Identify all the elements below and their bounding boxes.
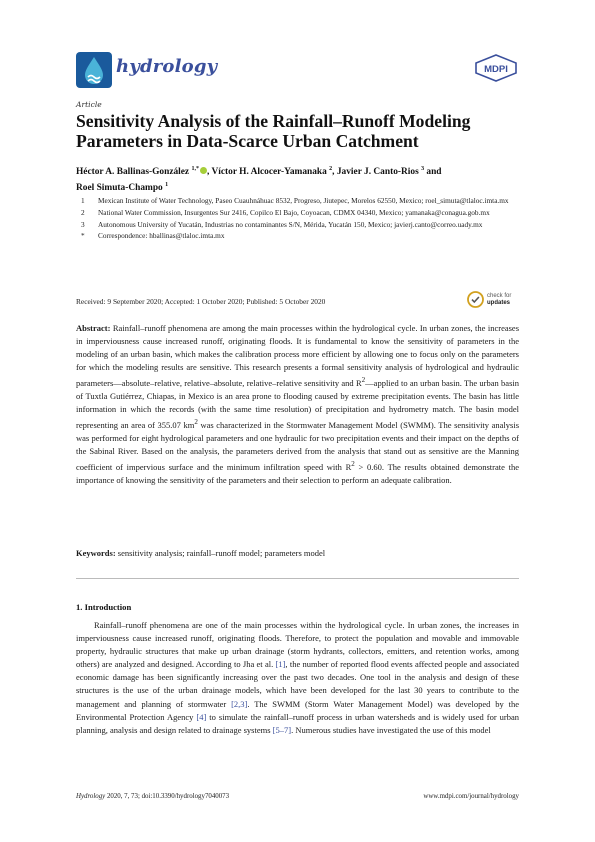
mdpi-logo-text: MDPI — [484, 64, 508, 75]
affiliation-text: Correspondence: hballinas@tlaloc.imta.mx — [98, 231, 225, 241]
body-paragraph — [76, 619, 519, 737]
citation-link[interactable]: [4] — [196, 711, 207, 722]
footer-url[interactable]: www.mdpi.com/journal/hydrology — [423, 793, 519, 800]
affiliations — [76, 196, 526, 243]
abstract — [76, 322, 519, 487]
body-text: . The SWMM (Storm Water Management Model) was developed by the Environmental Protection Agency — [76, 698, 519, 722]
affiliation-number: 2 — [81, 207, 85, 217]
journal-name: hydrology — [116, 56, 218, 77]
check-for-updates-button[interactable] — [467, 290, 519, 310]
author-name[interactable]: Roel Simuta-Champo — [76, 183, 163, 194]
author-name[interactable]: Javier J. Canto-Rios — [336, 167, 419, 178]
author-affil-sup: 1 — [165, 182, 169, 189]
check-updates-line2: updates — [487, 300, 511, 306]
check-updates-label — [487, 293, 511, 307]
citation-link[interactable]: [1] — [275, 659, 286, 670]
keywords-text: sensitivity analysis; rainfall–runoff model; parameters model — [117, 548, 326, 558]
keywords — [76, 548, 519, 558]
abstract-text: —applied to an urban basin. The urban basin of Tuxtla Gutiérrez, Chiapas, in Mexico is an area prone to flooding caused by extreme precipitation events. The basin has little information in which the records (with the same time resolution) of precipitation and hydrometry match. The basin model representing an area of 355.07 km — [76, 378, 519, 430]
author-affil-sup: 1,* — [191, 166, 199, 172]
abstract-text: > 0.60. The results obtained demonstrate the importance of knowing the sensitivity of the parameters and their selection to perform an adequate calibration. — [76, 461, 519, 485]
abstract-superscript: 2 — [351, 460, 355, 469]
affiliation-text: Autonomous University of Yucatán, Industrias no contaminantes S/N, Mérida, Yucatán 150, Mexico; javierj.canto@correo.uady.mx — [98, 219, 483, 229]
keywords-label: Keywords: — [76, 548, 116, 558]
body-text: , the number of reported flood events affected people and associated economic damage has been significantly increasing over the past two decades. One tool in the analysis and design of these structures is the use of the urban drainage models, which have been developed for the last 30 years to contribute to the management and planning of stormwater — [76, 659, 519, 709]
section-divider — [76, 578, 519, 579]
section-heading: 1. Introduction — [76, 602, 132, 612]
mdpi-logo — [474, 54, 518, 82]
check-updates-line1: check for — [487, 293, 512, 299]
affiliation-text: National Water Commission, Insurgentes Sur 2416, Copilco El Bajo, Coyoacan, CDMX 04340, Mexico; yamanaka@conagua.gob.mx — [98, 207, 490, 217]
paper-title: Sensitivity Analysis of the Rainfall–Runoff Modeling Parameters in Data-Scarce Urban Catchment — [76, 111, 471, 151]
abstract-label: Abstract: — [76, 323, 111, 333]
publication-dates: Received: 9 September 2020; Accepted: 1 October 2020; Published: 5 October 2020 — [76, 297, 326, 306]
footer-citation — [76, 793, 229, 800]
author-affil-sup: 2 — [329, 166, 333, 172]
affiliation-item — [76, 208, 526, 218]
author-affil-sup: 3 — [421, 166, 425, 172]
affiliation-number: 1 — [81, 196, 85, 205]
author-list: Héctor A. Ballinas-González $^{1,*}$ , Víctor H. Alcocer-Yamanaka $^2$, Javier J. Canto-Rios $^3$ and Roel Simuta-Champo $^1$ — [76, 166, 442, 194]
abstract-text: Rainfall–runoff phenomena are among the main processes within the hydrological cycle. In urban zones, the increases in imperviousness cause increased runoff, originating floods. It is fundamental to know the sensitivity of parameters in the modeling of an urban basin, which makes the calibration process more efficient by allowing one to focus only on the parameters for which the modeling results are sensitive. This research presents a formal sensitivity analysis of hydrological and hydraulic parameters—absolute–relative, relative–absolute, relative–relative sensitivity and R — [76, 323, 520, 389]
check-updates-icon — [467, 291, 484, 308]
footer-journal: Hydrology — [76, 793, 106, 800]
body-text: Rainfall–runoff phenomena are one of the main processes within the hydrological cycle. In urban zones, the increases in imperviousness cause increased runoff, originating floods. Therefore, to protect the population and movable and immovable property, hydraulic structures that make up urban drainage (storm hydrants, collectors, emitters, and retention works, among others) are analyzed and designed. According to Jha et al. — [76, 620, 519, 670]
author-name[interactable]: Héctor A. Ballinas-González — [76, 167, 190, 178]
affiliation-text: Mexican Institute of Water Technology, Paseo Cuauhnáhuac 8532, Progreso, Jiutepec, Morelos 62550, Mexico; roel_simuta@tlaloc.imta.mx — [98, 196, 509, 205]
water-drop-icon — [76, 52, 112, 88]
article-type: Article — [76, 100, 102, 109]
citation-link[interactable]: [2,3] — [231, 698, 248, 709]
affiliation-number: 3 — [81, 219, 85, 229]
body-text: . Numerous studies have investigated the use of this model — [291, 724, 491, 735]
body-text: to simulate the rainfall–runoff process in urban watersheds and is widely used for urban planning, analysis and design related to drainage systems — [76, 711, 519, 735]
orcid-icon[interactable] — [200, 167, 207, 174]
footer-doi[interactable]: 2020, 7, 73; doi:10.3390/hydrology7040073 — [105, 793, 230, 800]
journal-logo — [76, 52, 112, 88]
abstract-superscript: 2 — [361, 376, 366, 385]
affiliation-number: * — [81, 231, 85, 241]
affiliation-item — [76, 220, 526, 230]
affiliation-item — [76, 196, 526, 206]
abstract-text: was characterized in the Stormwater Management Model (SWMM). The sensitivity analysis was performed for eight hydrological parameters and one hydraulic for two precipitation events and their impact on the depths of the Sabinal River. Based on the analysis, the parameters derived from the analysis that stand out as sensitive are the Manning coefficient of impervious surface and the minimum infiltration speed with R — [76, 419, 520, 472]
affiliation-item — [76, 231, 526, 241]
abstract-superscript: 2 — [194, 418, 198, 427]
citation-link[interactable]: [5–7] — [272, 724, 292, 735]
author-name[interactable]: Víctor H. Alcocer-Yamanaka — [211, 167, 327, 178]
